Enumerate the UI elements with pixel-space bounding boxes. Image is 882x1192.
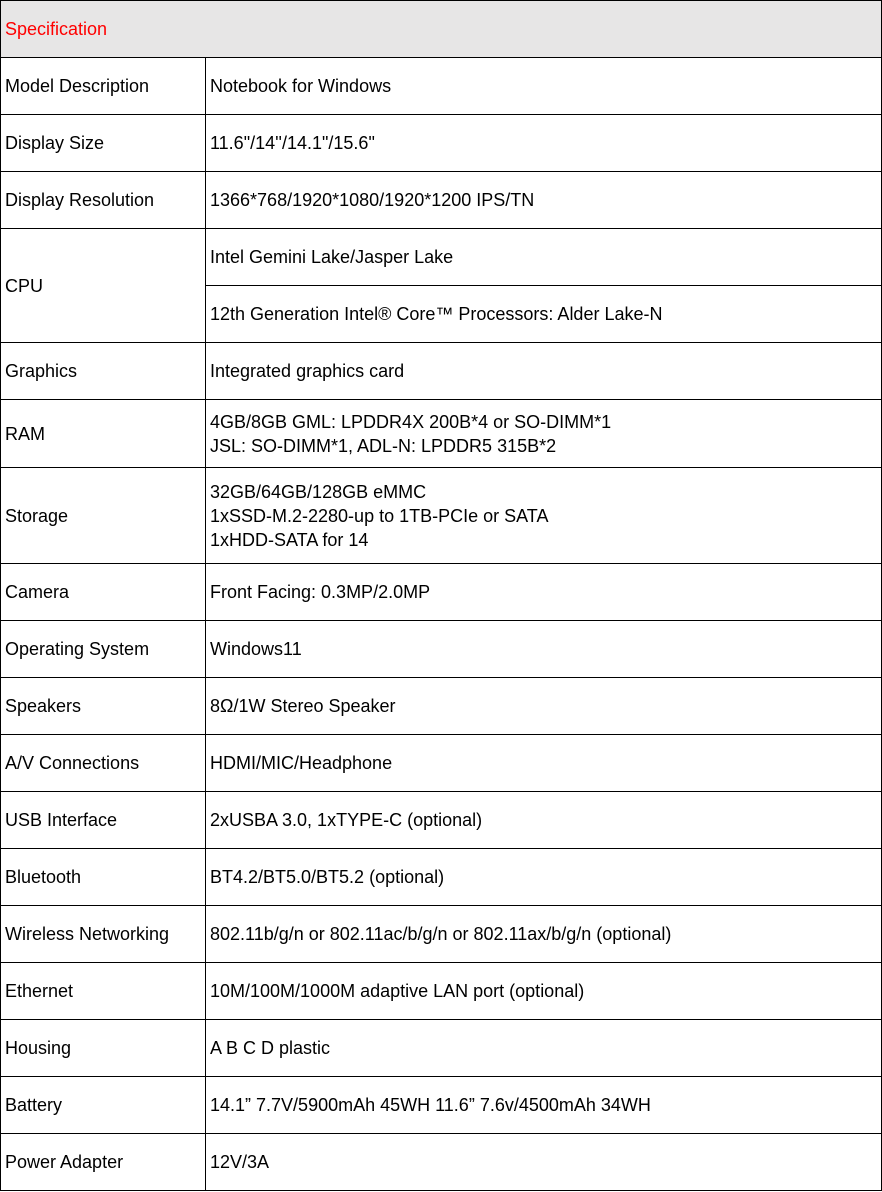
- row-value: 11.6"/14''/14.1"/15.6": [206, 115, 882, 172]
- table-row: [1, 115, 882, 172]
- table-row: [1, 678, 882, 735]
- row-label: A/V Connections: [1, 735, 206, 792]
- table-row: [1, 172, 882, 229]
- table-row: [1, 735, 882, 792]
- row-label: Ethernet: [1, 963, 206, 1020]
- row-label: Graphics: [1, 343, 206, 400]
- table-row: [1, 58, 882, 115]
- row-value: 10M/100M/1000M adaptive LAN port (optional): [206, 963, 882, 1020]
- row-value: Front Facing: 0.3MP/2.0MP: [206, 564, 882, 621]
- table-row: [1, 906, 882, 963]
- row-label: Bluetooth: [1, 849, 206, 906]
- row-label: Housing: [1, 1020, 206, 1077]
- row-value: 2xUSBA 3.0, 1xTYPE-C (optional): [206, 792, 882, 849]
- row-value: Intel Gemini Lake/Jasper Lake: [206, 229, 882, 286]
- table-row: [1, 1134, 882, 1191]
- table-row: [1, 792, 882, 849]
- row-value-line: JSL: SO-DIMM*1, ADL-N: LPDDR5 315B*2: [210, 435, 557, 456]
- table-row: [1, 621, 882, 678]
- row-label: Storage: [1, 468, 206, 564]
- row-value-line: 4GB/8GB GML: LPDDR4X 200B*4 or SO-DIMM*1: [210, 411, 612, 432]
- row-label: Wireless Networking: [1, 906, 206, 963]
- row-value-line: 1xSSD-M.2-2280-up to 1TB-PCIe or SATA: [210, 505, 549, 526]
- row-value: Notebook for Windows: [206, 58, 882, 115]
- row-value: 12th Generation Intel® Core™ Processors: Alder Lake-N: [206, 286, 882, 343]
- table-row: [1, 849, 882, 906]
- row-value: BT4.2/BT5.0/BT5.2 (optional): [206, 849, 882, 906]
- row-label: Display Size: [1, 115, 206, 172]
- table-header-row: [1, 1, 882, 58]
- table-row: [1, 400, 882, 468]
- row-label: Model Description: [1, 58, 206, 115]
- row-value: HDMI/MIC/Headphone: [206, 735, 882, 792]
- table-row: [1, 1020, 882, 1077]
- row-value: [206, 468, 882, 564]
- row-value-line: 1xHDD-SATA for 14: [210, 529, 369, 550]
- row-label: Display Resolution: [1, 172, 206, 229]
- table-row: [1, 229, 882, 286]
- row-label: CPU: [1, 229, 206, 343]
- table-title: Specification: [1, 1, 882, 58]
- row-value: Integrated graphics card: [206, 343, 882, 400]
- row-value-line: 32GB/64GB/128GB eMMC: [210, 481, 427, 502]
- row-value: A B C D plastic: [206, 1020, 882, 1077]
- row-label: USB Interface: [1, 792, 206, 849]
- row-value: 1366*768/1920*1080/1920*1200 IPS/TN: [206, 172, 882, 229]
- row-label: Battery: [1, 1077, 206, 1134]
- row-value: 802.11b/g/n or 802.11ac/b/g/n or 802.11ax/b/g/n (optional): [206, 906, 882, 963]
- row-label: RAM: [1, 400, 206, 468]
- table-row: [1, 343, 882, 400]
- row-label: Power Adapter: [1, 1134, 206, 1191]
- table-row: [1, 564, 882, 621]
- table-row: [1, 1077, 882, 1134]
- row-value: 12V/3A: [206, 1134, 882, 1191]
- row-value: 8Ω/1W Stereo Speaker: [206, 678, 882, 735]
- row-label: Speakers: [1, 678, 206, 735]
- table-row: [1, 468, 882, 564]
- row-value: [206, 400, 882, 468]
- row-label: Operating System: [1, 621, 206, 678]
- row-value: Windows11: [206, 621, 882, 678]
- row-value: 14.1” 7.7V/5900mAh 45WH 11.6” 7.6v/4500mAh 34WH: [206, 1077, 882, 1134]
- table-row: [1, 963, 882, 1020]
- row-label: Camera: [1, 564, 206, 621]
